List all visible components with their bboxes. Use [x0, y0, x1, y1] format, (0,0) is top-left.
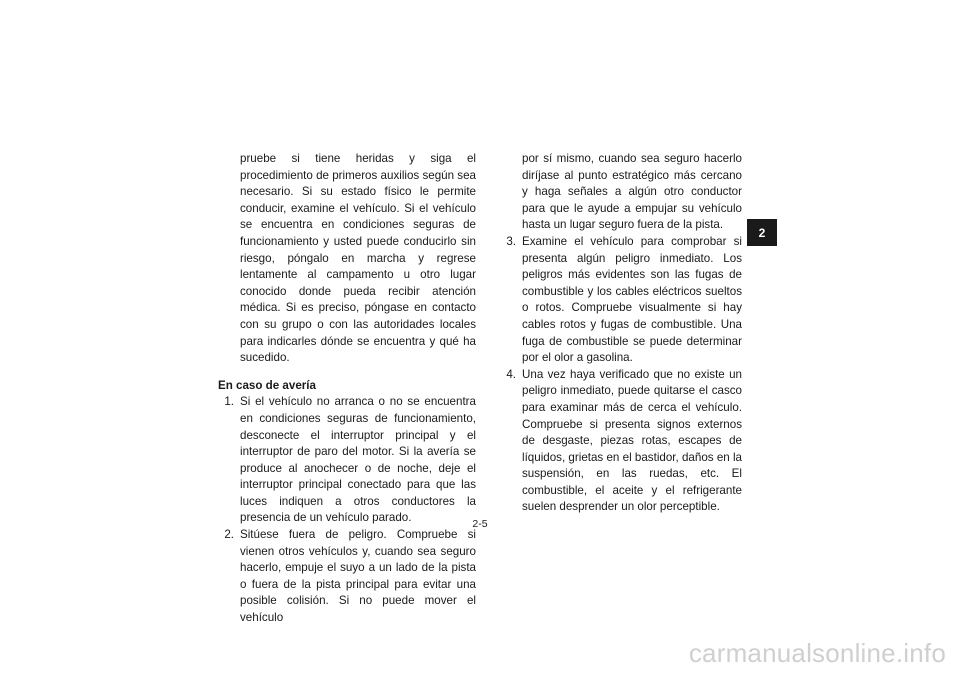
list-item-text: Si el vehículo no arranca o no se encuentra en condiciones seguras de funcionamiento, desconecte el interruptor principal y el interruptor de paro del motor. Si la avería se produce al anochecer o de noche, deje el interruptor principal conectado para que las luces indiquen a otros conductores la presencia de un vehículo parado.	[240, 395, 476, 525]
list-item-number: 4.	[506, 367, 516, 381]
list-item-number: 2.	[224, 528, 234, 542]
list-item-number: 1.	[224, 395, 234, 409]
right-column	[500, 151, 742, 516]
section-heading: En caso de avería	[218, 378, 316, 392]
watermark: carmanualsonline.info	[688, 638, 946, 668]
page-number: 2-5	[472, 518, 488, 530]
list-item-text: Una vez haya verificado que no existe un peligro inmediato, puede quitarse el casco para examinar más de cerca el vehículo. Compruebe si presenta signos externos de desgaste, piezas rotas, escapes de líquidos, grietas en el bastidor, daños en la suspensión, en las ruedas, etc. El combustible, el aceite y el refrigerante suelen desprender un olor perceptible.	[522, 367, 742, 514]
list-item	[218, 527, 476, 627]
intro-paragraph: pruebe si tiene heridas y siga el procedimiento de primeros auxilios según sea necesario. Si su estado físico le permite conducir, examine el vehículo. Si el vehículo se encuentra en condiciones seguras de funcionamiento y usted puede conducirlo sin riesgo, póngalo en marcha y regrese lentamente al campamento u otro lugar conocido donde pueda recibir atención médica. Si es preciso, póngase en contacto con su grupo o con las autoridades locales para indicarles dónde se encuentra y qué ha sucedido.	[240, 152, 476, 365]
list-item-number: 3.	[506, 234, 516, 248]
left-column	[218, 151, 476, 627]
list-item	[500, 367, 742, 516]
continuation-paragraph: por sí mismo, cuando sea seguro hacerlo diríjase al punto estratégico más cercano y haga señales a algún otro conductor para que le ayude a empujar su vehículo hasta un lugar seguro fuera de la pista.	[522, 152, 742, 232]
list-item-text: Examine el vehículo para comprobar si presenta algún peligro inmediato. Los peligros más evidentes son las fugas de combustible y los cables eléctricos sueltos o rotos. Compruebe visualmente si hay cables rotos y fugas de combustible. Una fuga de combustible se puede determinar por el olor a gasolina.	[522, 234, 742, 365]
chapter-tab: 2	[747, 219, 777, 246]
list-item	[500, 234, 742, 367]
list-item-text: Sitúese fuera de peligro. Compruebe si vienen otros vehículos y, cuando sea seguro hacerlo, empuje el suyo a un lado de la pista o fuera de la pista principal para evitar una posible colisión. Si no puede mover el vehículo	[240, 528, 476, 625]
list-item	[218, 394, 476, 527]
